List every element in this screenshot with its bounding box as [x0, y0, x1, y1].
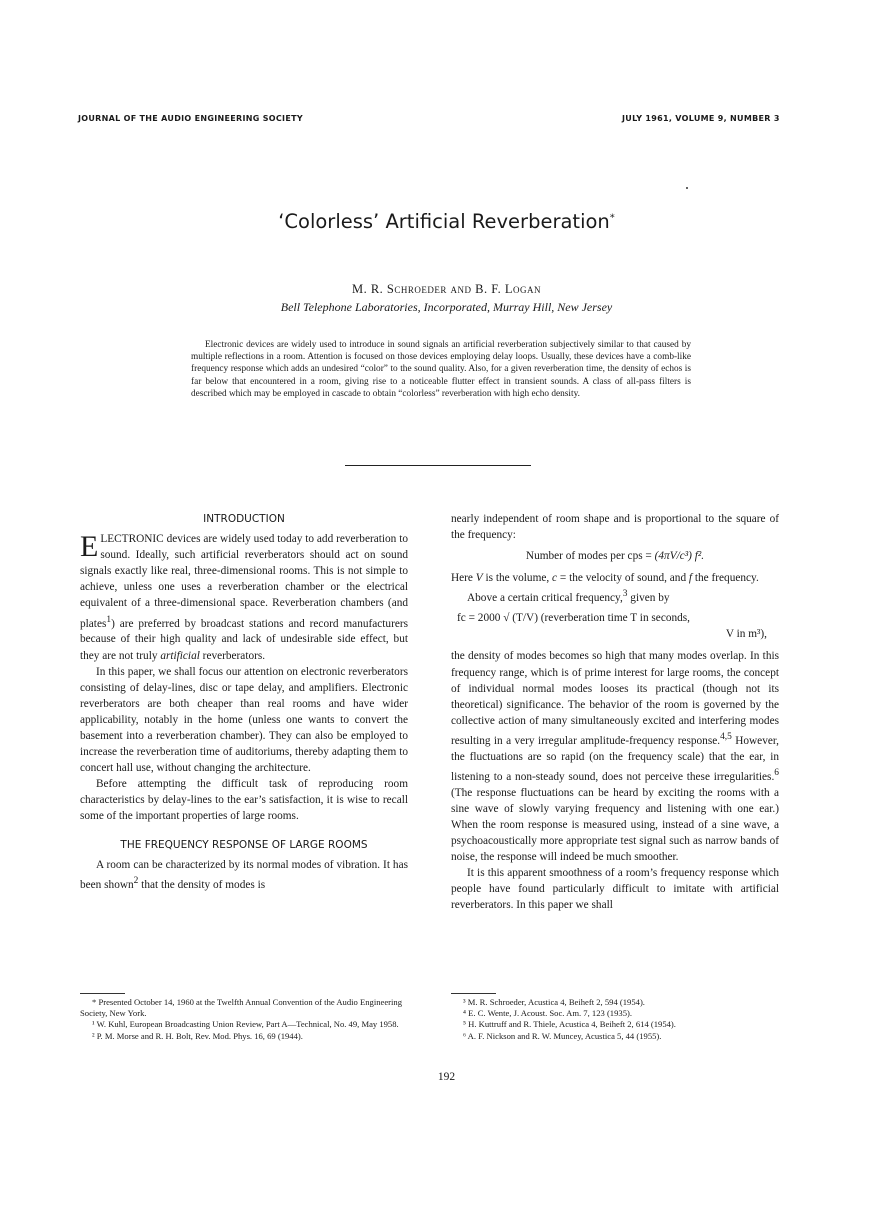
footnote: * Presented October 14, 1960 at the Twelfth Annual Convention of the Audio Engineering Society, New York.	[80, 997, 402, 1019]
intro-p1-emphasis: artificial	[160, 649, 200, 662]
abstract: Electronic devices are widely used to introduce in sound signals an artificial reverberation subjectively similar to that caused by multiple reflections in a room. Attention is focused on those devices employing delay loops. Usually, these devices have a comb-like frequency response which adds an undesired “color” to the sound quality. Also, for a given reverberation time, the density of echos is far below that encountered in a room, giving rise to a noticeable flutter effect in transient sounds. A class of all-pass filters is described which may be employed in cascade to obtain “colorless” reverberation with high echo density.	[191, 340, 691, 399]
footnote: ³ M. R. Schroeder, Acustica 4, Beiheft 2, 594 (1954).	[463, 997, 645, 1007]
author-schroeder: M. R. Schroeder	[351, 282, 447, 296]
left-column	[80, 511, 408, 893]
intro-paragraph-1	[80, 531, 408, 664]
intro-p1-text-b: ) are preferred by broadcast stations and record manufacturers because of their high quality and lack of undesirable side effect, but they are not truly	[80, 617, 408, 662]
page-number: 192	[437, 1071, 456, 1083]
eq2-line-1: fc = 2000 √ (T/V) (reverberation time T in seconds,	[457, 612, 691, 625]
footnote: ² P. M. Morse and R. H. Bolt, Rev. Mod. Phys. 16, 69 (1944).	[92, 1030, 303, 1041]
title-footnote-mark: *	[609, 212, 615, 224]
ref-6: 6	[774, 767, 779, 778]
author-logan: B. F. Logan	[475, 282, 542, 296]
affiliation: Bell Telephone Laboratories, Incorporated, Murray Hill, New Jersey	[280, 300, 613, 314]
eq1-lhs: Number of modes per cps =	[525, 550, 655, 563]
freq-paragraph-4	[451, 648, 779, 865]
heading-frequency-response: THE FREQUENCY RESPONSE OF LARGE ROOMS	[120, 838, 368, 851]
ref-1: 1	[106, 614, 112, 625]
freq-p4-b: However, the fluctuations are so rapid (on the frequency scale) that the ear, in listening to a non-steady sound, does not perceive these irregularities.	[451, 734, 779, 783]
equation-mode-density	[451, 548, 779, 564]
freq-p4-a: the density of modes becomes so high that many modes overlap. In this frequency range, which is of prime interest for large rooms, the concept of individual normal modes looses its practical (though not its theoretical) significance. The behavior of the room is governed by the collective action of many simultaneously excited and interfering modes resulting in a very irregular amplitude-frequency response.	[451, 650, 779, 747]
footnote-rule-left	[80, 993, 125, 994]
freq-p2-f: f	[688, 572, 693, 585]
authors-line	[0, 282, 893, 297]
equation-critical-frequency	[451, 610, 779, 642]
freq-paragraph-1-cont: nearly independent of room shape and is proportional to the square of the frequency:	[451, 513, 779, 542]
freq-p1-text-a: A room can be characterized by its normal modes of vibration. It has been shown	[80, 858, 408, 891]
freq-p2-d: = the velocity of sound, and	[557, 572, 689, 585]
footnote: ¹ W. Kuhl, European Broadcasting Union Review, Part A—Technical, No. 49, May 1958.	[92, 1019, 399, 1030]
eq2-line-2: V in m³),	[725, 628, 767, 641]
freq-p4-c: (The response fluctuations can be heard by exciting the rooms with a sine wave of slowly varying frequency and listening with one ear.) When the room response is measured using, instead of a sine wave, a psychoacoustically more appropriate test signal such as narrow bands of noise, the response will indeed be much smoother.	[451, 786, 779, 864]
freq-p2-b: is the volume,	[482, 572, 553, 585]
intro-paragraph-2: In this paper, we shall focus our attention on electronic reverberators consisting of delay-lines, disc or tape delay, and amplifiers. Electronic reverberators are both cheaper than real rooms and have wider applicability, notably in the home (unless one wants to convert the basement into a reverberation chamber). They can also be employed to increase the reverberation time of auditoriums, thereby adapting them to concert hall use, without changing the architecture.	[80, 665, 408, 775]
freq-p2-c: c	[552, 572, 558, 585]
freq-paragraph-5: It is this apparent smoothness of a room’s frequency response which people have found particularly difficult to imitate with artificial reverberators. In this paper we shall	[451, 867, 779, 912]
footnotes-left	[80, 997, 408, 1042]
intro-p1-text-c: reverberators.	[199, 649, 266, 662]
paper-title	[0, 210, 893, 233]
paper-title-text: ‘Colorless’ Artificial Reverberation	[278, 210, 610, 233]
heading-introduction: INTRODUCTION	[203, 513, 285, 525]
right-column	[451, 511, 779, 913]
footnote-rule-right	[451, 993, 496, 994]
ref-2: 2	[133, 875, 139, 886]
intro-p1-text-a: LECTRONIC devices are widely used today to add reverberation to sound. Ideally, such artificial reverberators should act on sound signals exactly like real, three-dimensional rooms. This is not simple to achieve, unless one uses a reverberation chamber or the electrical equivalent of a three-dimensional space. Reverberation chambers (and plates	[80, 533, 408, 630]
footnotes-right	[451, 997, 779, 1042]
intro-paragraph-3: Before attempting the difficult task of reproducing room characteristics by delay-lines to the ear’s satisfaction, it is wise to recall some of the important properties of large rooms.	[80, 778, 408, 823]
ref-3: 3	[622, 589, 628, 600]
freq-p3-a: Above a certain critical frequency,	[467, 592, 623, 605]
freq-p2-e: the frequency.	[692, 572, 759, 585]
footnote: ⁴ E. C. Wente, J. Acoust. Soc. Am. 7, 123 (1935).	[463, 1008, 632, 1019]
freq-paragraph-1-start	[80, 857, 408, 893]
freq-p1-text-b-left: that the density of modes is	[138, 878, 266, 891]
section-divider	[345, 465, 531, 466]
running-head-issue: JULY 1961, VOLUME 9, NUMBER 3	[622, 114, 780, 123]
speck	[686, 187, 688, 189]
drop-cap: E	[80, 530, 99, 564]
ref-4-5: 4,5	[720, 731, 732, 742]
freq-paragraph-2	[451, 570, 779, 586]
author-and: and	[450, 282, 472, 296]
freq-p2-v: V	[475, 572, 483, 585]
running-head-journal: JOURNAL OF THE AUDIO ENGINEERING SOCIETY	[78, 114, 303, 123]
freq-paragraph-3	[451, 586, 779, 606]
freq-p3-b: given by	[627, 592, 670, 605]
eq1-rhs: (4πV/c³) f².	[654, 550, 705, 563]
footnote: ⁵ H. Kuttruff and R. Thiele, Acustica 4, Beiheft 2, 614 (1954).	[463, 1019, 676, 1030]
footnote: ⁶ A. F. Nickson and R. W. Muncey, Acustica 5, 44 (1955).	[463, 1030, 662, 1041]
freq-p2-a: Here	[451, 572, 476, 585]
